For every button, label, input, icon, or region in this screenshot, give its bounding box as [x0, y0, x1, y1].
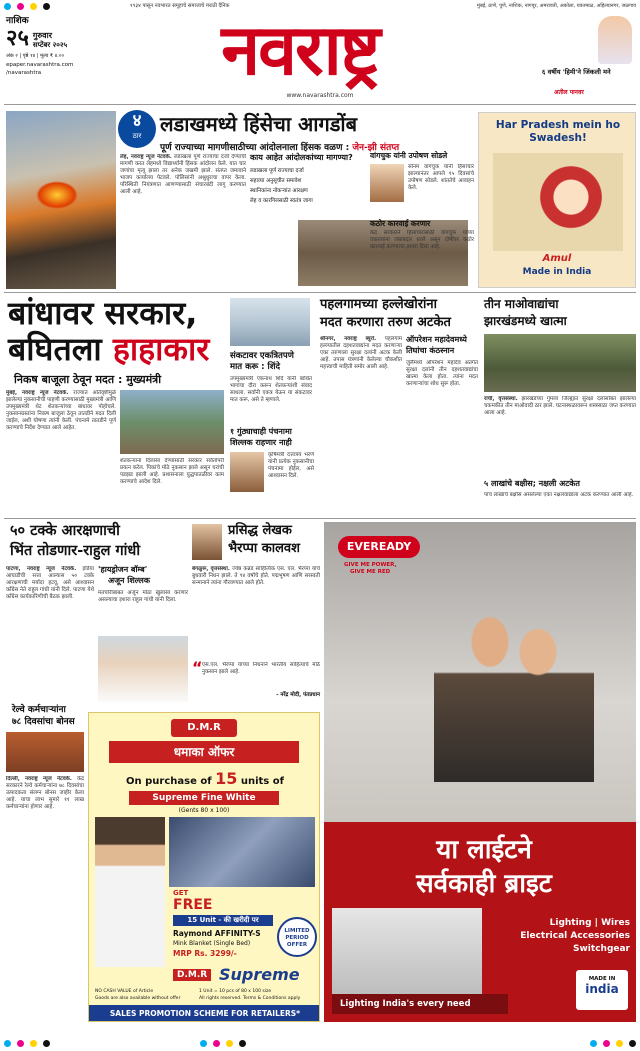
- action-box: [370, 220, 474, 288]
- shinde-headline-1: संकटावर एकत्रितपणे: [230, 351, 294, 361]
- date-number: २५: [6, 26, 29, 51]
- maoist-reward-body: पाच लाखांचे बक्षीस असलेल्या एका नक्षलवाद्याला अटक करण्यात आली आहे.: [484, 492, 634, 498]
- website[interactable]: www.navarashtra.com: [286, 92, 354, 99]
- railway-headline-2: ७८ दिवसांचा बोनस: [12, 717, 75, 727]
- bhyrappa-body: बंगळुरू, वृत्तसंस्था. ज्येष्ठ कन्नड साहित्यिक एस. एल. भैरप्पा यांचे बुधवारी निधन झाले. ते ९४ वर्षांचे होते. पद्मभूषण आणि सरस्वती सन्मानाने त्यांना गौरवण्यात आले होते.: [192, 566, 320, 586]
- eveready-strip: Lighting India's every need: [332, 994, 508, 1014]
- cyan-dot: [4, 3, 11, 10]
- bhyrappa-quote: “ एस.एल. भैरप्पा यांच्या निधनाने भारतीय साहित्याचे मोठे नुकसान झाले आहे. - नरेंद्र मोदी, पंतप्रधान: [192, 658, 320, 698]
- dmr-blanket: [169, 817, 315, 887]
- social-handle[interactable]: /navarashtra: [6, 70, 42, 76]
- bharne-photo: [230, 452, 264, 492]
- weekday: गुरुवार: [32, 31, 52, 40]
- maoist-reward-title: ५ लाखांचे बक्षीस; नक्षली अटकेत: [484, 479, 580, 488]
- eveready-side-3: Switchgear: [573, 944, 630, 954]
- masthead-logo: नवराष्ट्र: [221, 9, 379, 91]
- month: सप्टेंबर २०२५: [32, 41, 68, 49]
- made-in-text: MADE IN: [588, 976, 616, 982]
- eveready-logo: EVEREADY: [338, 536, 420, 558]
- eveready-couple: [434, 582, 594, 782]
- badge-word: ठार: [132, 132, 142, 140]
- cyan-dot: [200, 1040, 207, 1047]
- amul-caption: Har Pradesh mein ho Swadesh!: [495, 119, 621, 144]
- rahul-body: पाटणा, नवराष्ट्र न्यूज नेटवर्क. इंडिया आघाडीची सत्ता आल्यास ५० टक्के आरक्षणाची मर्यादा हटवू, असे आश्वासन काँग्रेस नेते राहुल गांधी यांनी दिले. पाटणा येथे काँग्रेस कार्यकारिणीची बैठक झाली.: [6, 566, 94, 600]
- rahul-inset-body: मतचोरीबाबत अजून मोठा खुलासा करणार असल्याचा इशारा राहुल गांधी यांनी दिला.: [98, 590, 188, 603]
- yellow-dot: [616, 1040, 623, 1047]
- wangchuk-title: वांगचुक यांनी उपोषण सोडले: [370, 151, 448, 160]
- dmr-product: Supreme Fine White: [129, 791, 279, 805]
- dmr-offer: धमाका ऑफर: [109, 741, 299, 763]
- promo-title: ६ वर्षीय 'हिमी'ने जिंकली मने: [542, 68, 611, 76]
- demand-item: स्थानिकांना नोकऱ्यांत आरक्षण: [250, 187, 308, 194]
- lead-badge: [118, 110, 156, 148]
- eveready-ad[interactable]: [324, 522, 636, 1022]
- demand-item: लेह व कारगिलसाठी स्वतंत्र जागा: [250, 197, 313, 204]
- left-headline-1: बांधावर सरकार,: [8, 294, 198, 332]
- shinde-sub-2: शिल्लक राहणार नाही: [230, 438, 292, 447]
- eveready-tagline-1: GIVE ME POWER,: [344, 562, 397, 568]
- yellow-dot: [30, 1040, 37, 1047]
- black-dot: [629, 1040, 636, 1047]
- dmr-brand: D.M.R: [171, 719, 237, 737]
- magenta-dot: [17, 1040, 24, 1047]
- railway-headline-1: रेल्वे कर्मचाऱ्यांना: [12, 705, 66, 715]
- promo-box: [540, 14, 636, 108]
- dmr-line2: units of: [240, 776, 284, 787]
- pahalgam-side-title-1: ऑपरेशन महादेवमध्ये: [406, 335, 467, 344]
- railway-body: दिल्ली, नवराष्ट्र न्यूज नेटवर्क. केंद्र सरकारने रेल्वे कर्मचाऱ्यांना ७८ दिवसांचा उत्पादकता संलग्न बोनस जाहीर केला आहे. याचा लाभ सुमारे ११ लाख कर्मचाऱ्यांना होणार आहे.: [6, 776, 84, 810]
- bhyrappa-photo: [192, 524, 222, 560]
- lead-photo-fire: [6, 111, 116, 289]
- pahalgam-headline-1: पहलगामच्या हल्लेखोरांना: [320, 297, 437, 312]
- dmr-banner: SALES PROMOTION SCHEME FOR RETAILERS*: [89, 1005, 320, 1022]
- dmr-line1: On purchase of: [126, 776, 212, 787]
- shinde-sub-1: १ गुंठ्याचाही पंचनामा: [230, 427, 292, 436]
- amul-logo: Amul: [542, 253, 572, 264]
- dmr-free-hi: 15 Unit - की खरीदी पर: [173, 915, 273, 926]
- registration-dots-top-left: [4, 3, 50, 10]
- dmr-footer-2: 1 Unit = 10 pcs of 80 x 100 size: [199, 989, 272, 994]
- magenta-dot: [17, 3, 24, 10]
- wangchuk-body: सोनम वांगचुक यांनी हिंसाचार झाल्यानंतर आपले १५ दिवसांचे उपोषण सोडले. शांततेचे आवाहन केले.: [408, 164, 474, 191]
- dmr-gift-sub: Mink Blanket (Single Bed): [173, 940, 251, 947]
- dmr-brand-2: D.M.R: [173, 969, 211, 981]
- black-dot: [43, 3, 50, 10]
- bhyrappa-headline-2: भैरप्पा कालवश: [228, 541, 300, 556]
- tagline: १९३४ पासून नवभारत समूहाचे समाजाचे मराठी दैनिक: [130, 3, 230, 9]
- eveready-tagline-2: GIVE ME RED: [350, 569, 391, 575]
- yellow-dot: [30, 3, 37, 10]
- rahul-photo: [98, 636, 188, 702]
- maoist-body: रांची, वृत्तसंस्था. झारखंडच्या गुमला जिल्ह्यात सुरक्षा दलांसोबत झालेल्या चकमकीत तीन माओवादी ठार झाले. घटनास्थळावरून शस्त्रसाठा जप्त करण्यात आला आहे.: [484, 396, 636, 416]
- amul-footer: Made in India: [522, 267, 592, 277]
- dmr-footer-4: All rights reserved. Terms & Conditions apply: [199, 996, 301, 1001]
- pahalgam-side-body: जुलैमध्ये ऑपरेशन महादेव अंतर्गत सुरक्षा दलांनी तीन दहशतवाद्यांचा खात्मा केला होता. त्यांना मदत करणाऱ्यांचा शोध सुरू होता.: [406, 360, 478, 387]
- amul-illustration: [493, 153, 623, 251]
- dmr-free: FREE: [173, 897, 213, 913]
- demands-title: काय आहेत आंदोलकांच्या मागण्या?: [250, 153, 353, 162]
- wangchuk-box: [370, 152, 474, 220]
- left-headline-2: बघितला हाहाकार: [8, 330, 210, 368]
- eveready-headline-1: या लाईटने: [436, 835, 532, 865]
- left-photo-flood: [120, 390, 224, 454]
- dmr-ad[interactable]: [88, 712, 320, 1022]
- pahalgam-headline-2: मदत करणारा तरुण अटकेत: [320, 315, 451, 330]
- dmr-qty: 15: [215, 769, 238, 788]
- badge-number: ४: [132, 111, 142, 131]
- left-kicker: निकष बाजूला ठेवून मदत : मुख्यमंत्री: [14, 373, 162, 386]
- registration-dots-bottom-right: [590, 1040, 636, 1047]
- dmr-footer-3: Goods are also available without offer: [95, 996, 181, 1001]
- cyan-dot: [4, 1040, 11, 1047]
- masthead-date-block: [6, 13, 106, 76]
- promo-photo: [598, 16, 632, 64]
- rahul-inset-2: अजून शिल्लक: [108, 576, 150, 585]
- bhyrappa-headline-1: प्रसिद्ध लेखक: [228, 523, 292, 538]
- magenta-dot: [213, 1040, 220, 1047]
- dmr-gift: Raymond AFFINITY-S: [173, 929, 261, 938]
- dmr-supreme: Supreme: [219, 965, 300, 984]
- action-title: कठोर कारवाई करणार: [370, 219, 431, 228]
- lead-headline: लडाखमध्ये हिंसेचा आगडोंब: [160, 112, 358, 136]
- eveready-products: [332, 908, 482, 994]
- eveready-side-2: Electrical Accessories: [520, 931, 630, 941]
- registration-dots-bottom-center: [200, 1040, 246, 1047]
- wangchuk-photo: [370, 164, 404, 202]
- amul-ad[interactable]: [478, 112, 636, 288]
- promo-byline: अतील पानवर: [554, 89, 584, 96]
- action-body: केंद्र सरकारने हिंसाचारासाठी वांगचुक यांच्या वक्तव्यांना जबाबदार धरले असून दोषींवर कठोर कारवाई करण्याचा इशारा दिला आहे.: [370, 230, 474, 251]
- black-dot: [43, 1040, 50, 1047]
- dmr-model: [95, 817, 165, 967]
- india-text: india: [585, 982, 619, 996]
- shinde-sub-body: कृषिमंत्री दत्तात्रय भरणे यांनी प्रत्येक नुकसानीचा पंचनामा होईल, असे आश्वासन दिले.: [268, 452, 314, 479]
- demand-item: सहाव्या अनुसूचीत समावेश: [250, 177, 302, 184]
- eveready-side-1: Lighting | Wires: [549, 918, 630, 928]
- left-body-col2: शेतकऱ्यांना दिलासा देण्यासाठी सरकार सर्वतोपरी प्रयत्न करेल. पिकांचे मोठे नुकसान झाले असून घरांची पडझड झाली आहे. प्रशासनाला युद्धपातळीवर काम करण्याचे आदेश दिले.: [120, 458, 224, 485]
- maoist-headline-2: झारखंडमध्ये खात्मा: [484, 314, 567, 328]
- lead-body: लेह, नवराष्ट्र न्यूज नेटवर्क. लडाखला पूर्ण राज्याचा दर्जा देण्याची मागणी करत लेहमध्ये विद्यार्थ्यांनी हिंसक आंदोलन केले. यात चार जणांचा मृत्यू झाला तर अनेक जखमी झाले. संतप्त जमावाने भाजप कार्यालय पेटवले. पोलिसांनी अश्रुधुराचा वापर केला. परिस्थिती नियंत्रणात आणण्यासाठी संचारबंदी लागू करण्यात आली आहे.: [120, 154, 246, 195]
- maoist-headline-1: तीन माओवाद्यांचा: [484, 297, 559, 311]
- magenta-dot: [603, 1040, 610, 1047]
- dmr-get: GET: [173, 889, 189, 897]
- cyan-dot: [590, 1040, 597, 1047]
- made-in-india-badge: [576, 970, 628, 1010]
- headline-highlight: हाहाकार: [112, 330, 210, 368]
- pahalgam-side-title-2: तिघांचा कंठस्नान: [406, 346, 455, 355]
- black-dot: [239, 1040, 246, 1047]
- rahul-headline-2: भिंत तोडणार-राहुल गांधी: [10, 543, 141, 559]
- maoist-photo: [484, 334, 636, 392]
- yellow-dot: [226, 1040, 233, 1047]
- edition: नाशिक: [6, 16, 29, 26]
- lead-subhead: पूर्ण राज्याच्या मागणीसाठीच्या आंदोलनाला हिंसक वळण : जेन-झी संतप्त: [160, 143, 400, 153]
- shinde-photo: [230, 298, 310, 346]
- dmr-mrp: MRP Rs. 3299/-: [173, 949, 237, 958]
- left-body: मुंबई, नवराष्ट्र न्यूज नेटवर्क. राज्यात अतिवृष्टीमुळे झालेल्या नुकसानीची पाहणी करण्यासाठी मुख्यमंत्री आणि उपमुख्यमंत्री थेट शेतकऱ्यांच्या बांधावर पोहोचले. नुकसानग्रस्तांना निकष बाजूला ठेवून तातडीने मदत दिली जाईल, अशी घोषणा त्यांनी केली. पंचनामे तातडीने पूर्ण करण्याचे निर्देश देण्यात आले आहेत.: [6, 390, 116, 431]
- shinde-headline-2: मात करू : शिंदे: [230, 362, 281, 372]
- dmr-footer-1: NO CASH VALUE of Article: [95, 989, 154, 994]
- epaper-link[interactable]: epaper.navarashtra.com: [6, 62, 74, 68]
- editions: मुंबई, ठाणे, पुणे, नाशिक, नागपूर, अमरावती, अकोला, यवतमाळ, अहिल्यानगर, जळगाव: [476, 3, 636, 9]
- rahul-headline-1: ५० टक्के आरक्षणाची: [10, 523, 120, 539]
- dmr-limited: LIMITED PERIOD OFFER: [277, 917, 317, 957]
- registration-dots-bottom-left: [4, 1040, 50, 1047]
- dmr-product-sub: (Gents 80 x 100): [178, 807, 230, 814]
- pahalgam-body: श्रीनगर, नवराष्ट्र ब्युरो. पहलगाम हल्ल्यातील दहशतवाद्यांना मदत करणाऱ्या एका तरुणाला सुरक्षा दलांनी अटक केली आहे. तपास यंत्रणांनी केलेल्या चौकशीत महत्त्वाची माहिती समोर आली आहे.: [320, 336, 402, 370]
- demand-item: लडाखला पूर्ण राज्याचा दर्जा: [250, 167, 304, 174]
- issue-info: अंक २ | पृष्ठे १४ | मूल्य ₹ ४.००: [6, 53, 65, 59]
- rahul-inset-1: 'हायड्रोजन बॉम्ब': [98, 565, 148, 574]
- eveready-headline-2: सर्वकाही ब्राइट: [416, 869, 552, 899]
- shinde-body: उपमुख्यमंत्री एकनाथ शिंदे यांनी बाधित भागांचा दौरा करून शेतकऱ्यांशी संवाद साधला. सर्वांनी एकत्र येऊन या संकटावर मात करू, असे ते म्हणाले.: [230, 376, 312, 403]
- subhead-highlight: जेन-झी संतप्त: [352, 143, 400, 153]
- lead-demands-box: [250, 154, 366, 216]
- railway-photo: [6, 732, 84, 772]
